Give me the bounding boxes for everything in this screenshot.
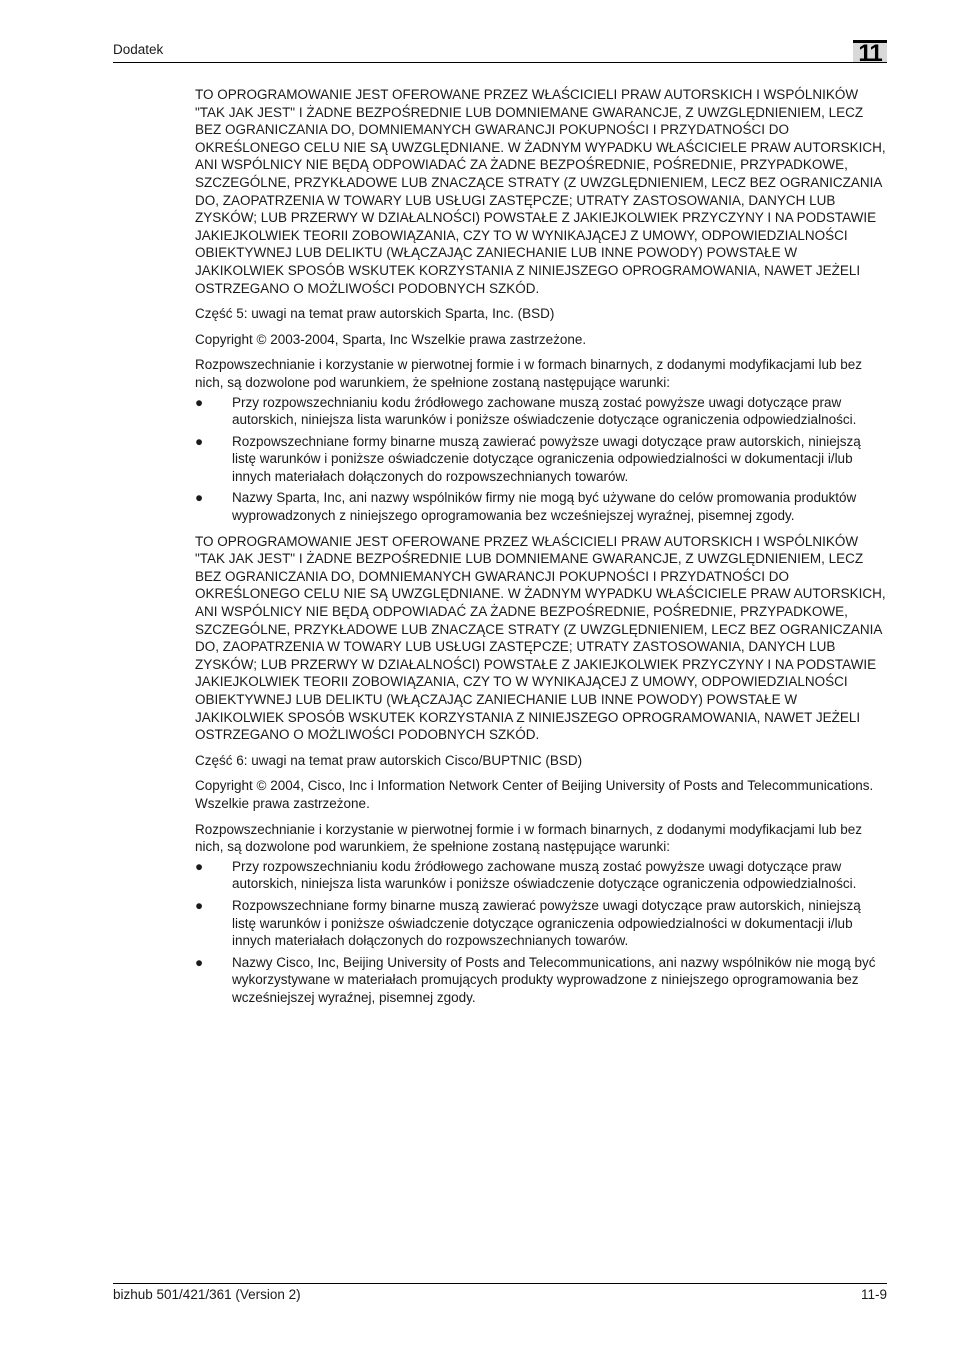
part6-copyright: Copyright © 2004, Cisco, Inc i Information Network Center of Beijing University of Posts and Telecommunications. Wszelkie prawa zastrzeżone. — [195, 778, 874, 811]
list-item-text: Nazwy Sparta, Inc, ani nazwy wspólników firmy nie mogą być używane do celów promowania produktów wyprowadzonych z niniejszego oprogramowania bez wcześniejszej wyraźnej, pisemnej zgody. — [232, 490, 857, 524]
list-item-text: Przy rozpowszechnianiu kodu źródłowego zachowane muszą zostać powyższe uwagi dotyczące praw autorskich, niniejsza lista warunków i poniższe oświadczenie dotyczące ograniczenia odpowiedzialności. — [232, 858, 857, 892]
part5-heading: Część 5: uwagi na temat praw autorskich Sparta, Inc. (BSD) — [195, 306, 555, 322]
list-item — [195, 954, 887, 1007]
part6-heading: Część 6: uwagi na temat praw autorskich Cisco/BUPTNIC (BSD) — [195, 752, 583, 768]
header-title: Dodatek — [113, 42, 164, 57]
list-item — [195, 897, 887, 950]
list-item-text: Nazwy Cisco, Inc, Beijing University of Posts and Telecommunications, ani nazwy wspólników nie mogą być wykorzystywane w materiałach promujących produkty wyprowadzone z niniejszego oprogramowania bez wcześniejszej wyraźnej, pisemnej zgody. — [232, 954, 876, 1005]
list-item — [195, 394, 887, 429]
list-item-text: Rozpowszechniane formy binarne muszą zawierać powyższe uwagi dotyczące praw autorskich, niniejszą listę warunków i poniższe oświadczenie dotyczące ograniczenia odpowiedzialności w dokumentacji i/lub innych materiałach dołączonych do rozpowszechnianych towarów. — [232, 897, 861, 949]
part6-conditions-list — [195, 858, 887, 1007]
footer-product-name: bizhub 501/421/361 (Version 2) — [113, 1287, 301, 1302]
page-footer — [113, 1283, 887, 1308]
bullet-icon: ● — [195, 954, 204, 970]
list-item-text: Rozpowszechniane formy binarne muszą zawierać powyższe uwagi dotyczące praw autorskich, niniejszą listę warunków i poniższe oświadczenie dotyczące ograniczenia odpowiedzialności w dokumentacji i/lub innych materiałach dołączonych do rozpowszechnianych towarów. — [232, 433, 861, 484]
part6-intro: Rozpowszechnianie i korzystanie w pierwotnej formie i w formach binarnych, z dodanymi modyfikacjami lub bez nich, są dozwolone pod warunkiem, że spełnione zostaną następujące warunki: — [195, 821, 863, 855]
disclaimer-paragraph-1: TO OPROGRAMOWANIE JEST OFEROWANE PRZEZ WŁAŚCICIELI PRAW AUTORSKICH I WSPÓLNIKÓW "TAK JAK JEST" I ŻADNE BEZPOŚREDNIE LUB DOMNIEMANE GWARANCJE, Z UWZGLĘDNIENIEM, LECZ BEZ OGRANICZANIA DO, DOMNIEMANYCH GWARANCJI POKUPNOŚCI I PRZYDATNOŚCI DO OKREŚLONEGO CELU NIE SĄ UWZGLĘDNIANE. W ŻADNYM WYPADKU WŁAŚCICIELE PRAW AUTORSKICH, ANI WSPÓLNICY NIE BĘDĄ ODPOWIADAĆ ZA ŻADNE BEZPOŚREDNIE, POŚREDNIE, PRZYPADKOWE, SZCZEGÓLNE, PRZYKŁADOWE LUB ZNACZĄCE STRATY (Z UWZGLĘDNIENIEM, LECZ BEZ OGRANICZANIA DO, ZAOPATRZENIA W TOWARY LUB USŁUGI ZASTĘPCZE; UTRATY ZASTOSOWANIA, DANYCH LUB ZYSKÓW; LUB PRZERWY W DZIAŁALNOŚCI) POWSTAŁE Z JAKIEJKOLWIEK PRZYCZYNY I NA PODSTAWIE JAKIEJKOLWIEK TEORII ZOBOWIĄZANIA, CZY TO W WYNIKAJĄCEJ Z UMOWY, ODPOWIEDZIALNOŚCI OBIEKTYWNEJ LUB DELIKTU (WŁĄCZAJĄC ZANIECHANIE LUB INNE POWODY) POWSTAŁE W JAKIKOLWIEK SPOSÓB WSKUTEK KORZYSTANIA Z NINIEJSZEGO OPROGRAMOWANIA, NAWET JEŻELI OSTRZEGANO O MOŻLIWOŚCI PODOBNYCH SZKÓD. — [195, 87, 886, 296]
list-item — [195, 489, 887, 524]
chapter-number-badge: 11 — [853, 40, 887, 62]
list-item — [195, 858, 887, 893]
bullet-icon: ● — [195, 433, 204, 449]
bullet-icon: ● — [195, 490, 204, 506]
document-body — [195, 86, 887, 1015]
bullet-icon: ● — [195, 897, 204, 913]
list-item-text: Przy rozpowszechnianiu kodu źródłowego zachowane muszą zostać powyższe uwagi dotyczące praw autorskich, niniejsza lista warunków i poniższe oświadczenie dotyczące ograniczenia odpowiedzialności. — [232, 394, 857, 428]
page-header — [113, 40, 887, 66]
bullet-icon: ● — [195, 858, 204, 874]
part5-copyright: Copyright © 2003-2004, Sparta, Inc Wszelkie prawa zastrzeżone. — [195, 331, 587, 347]
list-item — [195, 433, 887, 486]
bullet-icon: ● — [195, 394, 204, 410]
disclaimer-paragraph-2: TO OPROGRAMOWANIE JEST OFEROWANE PRZEZ WŁAŚCICIELI PRAW AUTORSKICH I WSPÓLNIKÓW "TAK JAK JEST" I ŻADNE BEZPOŚREDNIE LUB DOMNIEMANE GWARANCJE, Z UWZGLĘDNIENIEM, LECZ BEZ OGRANICZANIA DO, DOMNIEMANYCH GWARANCJI POKUPNOŚCI I PRZYDATNOŚCI DO OKREŚLONEGO CELU NIE SĄ UWZGLĘDNIANE. W ŻADNYM WYPADKU WŁAŚCICIELE PRAW AUTORSKICH, ANI WSPÓLNICY NIE BĘDĄ ODPOWIADAĆ ZA ŻADNE BEZPOŚREDNIE, POŚREDNIE, PRZYPADKOWE, SZCZEGÓLNE, PRZYKŁADOWE LUB ZNACZĄCE STRATY (Z UWZGLĘDNIENIEM, LECZ BEZ OGRANICZANIA DO, ZAOPATRZENIA W TOWARY LUB USŁUGI ZASTĘPCZE; UTRATY ZASTOSOWANIA, DANYCH LUB ZYSKÓW; LUB PRZERWY W DZIAŁALNOŚCI) POWSTAŁE Z JAKIEJKOLWIEK PRZYCZYNY I NA PODSTAWIE JAKIEJKOLWIEK TEORII ZOBOWIĄZANIA, CZY TO W WYNIKAJĄCEJ Z UMOWY, ODPOWIEDZIALNOŚCI OBIEKTYWNEJ LUB DELIKTU (WŁĄCZAJĄC ZANIECHANIE LUB INNE POWODY) POWSTAŁE W JAKIKOLWIEK SPOSÓB WSKUTEK KORZYSTANIA Z NINIEJSZEGO OPROGRAMOWANIA, NAWET JEŻELI OSTRZEGANO O MOŻLIWOŚCI PODOBNYCH SZKÓD. — [195, 533, 886, 743]
part5-intro: Rozpowszechnianie i korzystanie w pierwotnej formie i w formach binarnych, z dodanymi modyfikacjami lub bez nich, są dozwolone pod warunkiem, że spełnione zostaną następujące warunki: — [195, 357, 863, 390]
footer-page-number: 11-9 — [860, 1287, 887, 1302]
part5-conditions-list — [195, 394, 887, 525]
header-divider — [113, 62, 887, 63]
